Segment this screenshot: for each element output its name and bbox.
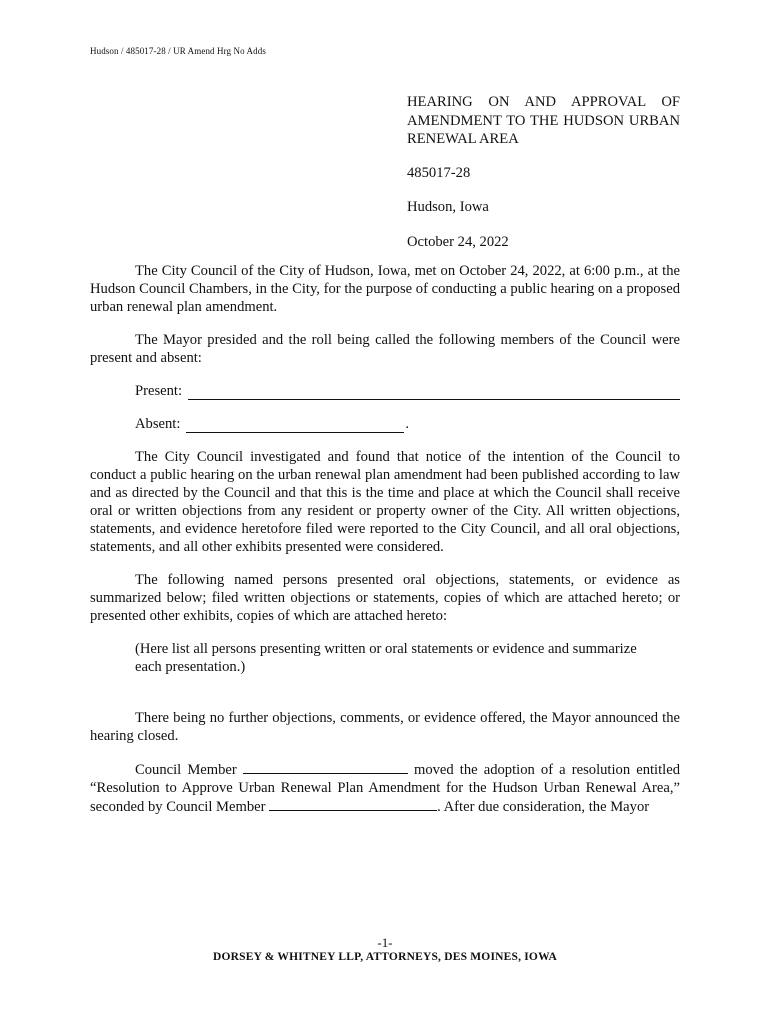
firm-name: DORSEY & WHITNEY LLP, ATTORNEYS, DES MOINES, IOWA — [212, 951, 558, 963]
page-footer — [0, 935, 770, 963]
document-date: October 24, 2022 — [407, 233, 509, 250]
resolution-text-middle: moved the adoption of a resolution entitled “Resolution to Approve Urban Renewal Plan Amendment for the Hudson Urban Renewal Area,” seconded by Council Member — [90, 762, 680, 815]
roll-call-paragraph: The Mayor presided and the roll being called the following members of the Council were present and absent: — [90, 332, 680, 366]
objections-paragraph: The following named persons presented oral objections, statements, or evidence as summarized below; filed written objections or statements, copies of which are attached hereto; or presented other exhibits, copies of which are attached hereto: — [90, 572, 680, 624]
absent-line — [135, 415, 680, 433]
document-header-note: Hudson / 485017-28 / UR Amend Hrg No Adds — [90, 46, 266, 56]
document-body — [90, 262, 680, 831]
resolution-paragraph — [90, 760, 680, 816]
absent-blank — [186, 417, 404, 433]
present-label: Present: — [135, 383, 183, 399]
document-place: Hudson, Iowa — [407, 199, 489, 215]
seconder-blank — [269, 797, 437, 811]
meeting-paragraph: The City Council of the City of Hudson, Iowa, met on October 24, 2022, at 6:00 p.m., at the Hudson Council Chambers, in the City, for the purpose of conducting a public hearing on a proposed urban renewal plan amendment. — [90, 263, 680, 315]
instruction-note: (Here list all persons presenting written or oral statements or evidence and summarize each presentation.) — [135, 641, 637, 675]
mover-blank — [243, 760, 408, 774]
absent-label: Absent: — [135, 416, 181, 432]
page-number: -1- — [377, 935, 393, 950]
notice-paragraph: The City Council investigated and found that notice of the intention of the Council to conduct a public hearing on the urban renewal plan amendment had been published according to law and as directed by the Council and that this is the time and place at which the Council shall receive oral or written objections from any resident or property owner of the City. All written objections, statements, and evidence heretofore filed were reported to the City Council, and all oral objections, statements, and all other exhibits presented were considered. — [90, 449, 680, 555]
document-number: 485017-28 — [407, 164, 471, 181]
document-title: HEARING ON AND APPROVAL OF AMENDMENT TO THE HUDSON URBAN RENEWAL AREA — [407, 94, 680, 147]
title-block — [407, 93, 680, 251]
present-blank — [188, 384, 680, 400]
absent-period: . — [405, 416, 410, 432]
hearing-closed-paragraph: There being no further objections, comments, or evidence offered, the Mayor announced the hearing closed. — [90, 710, 680, 744]
present-line — [135, 382, 680, 400]
resolution-text-end: . After due consideration, the Mayor — [437, 799, 650, 815]
resolution-text-start: Council Member — [135, 762, 237, 778]
